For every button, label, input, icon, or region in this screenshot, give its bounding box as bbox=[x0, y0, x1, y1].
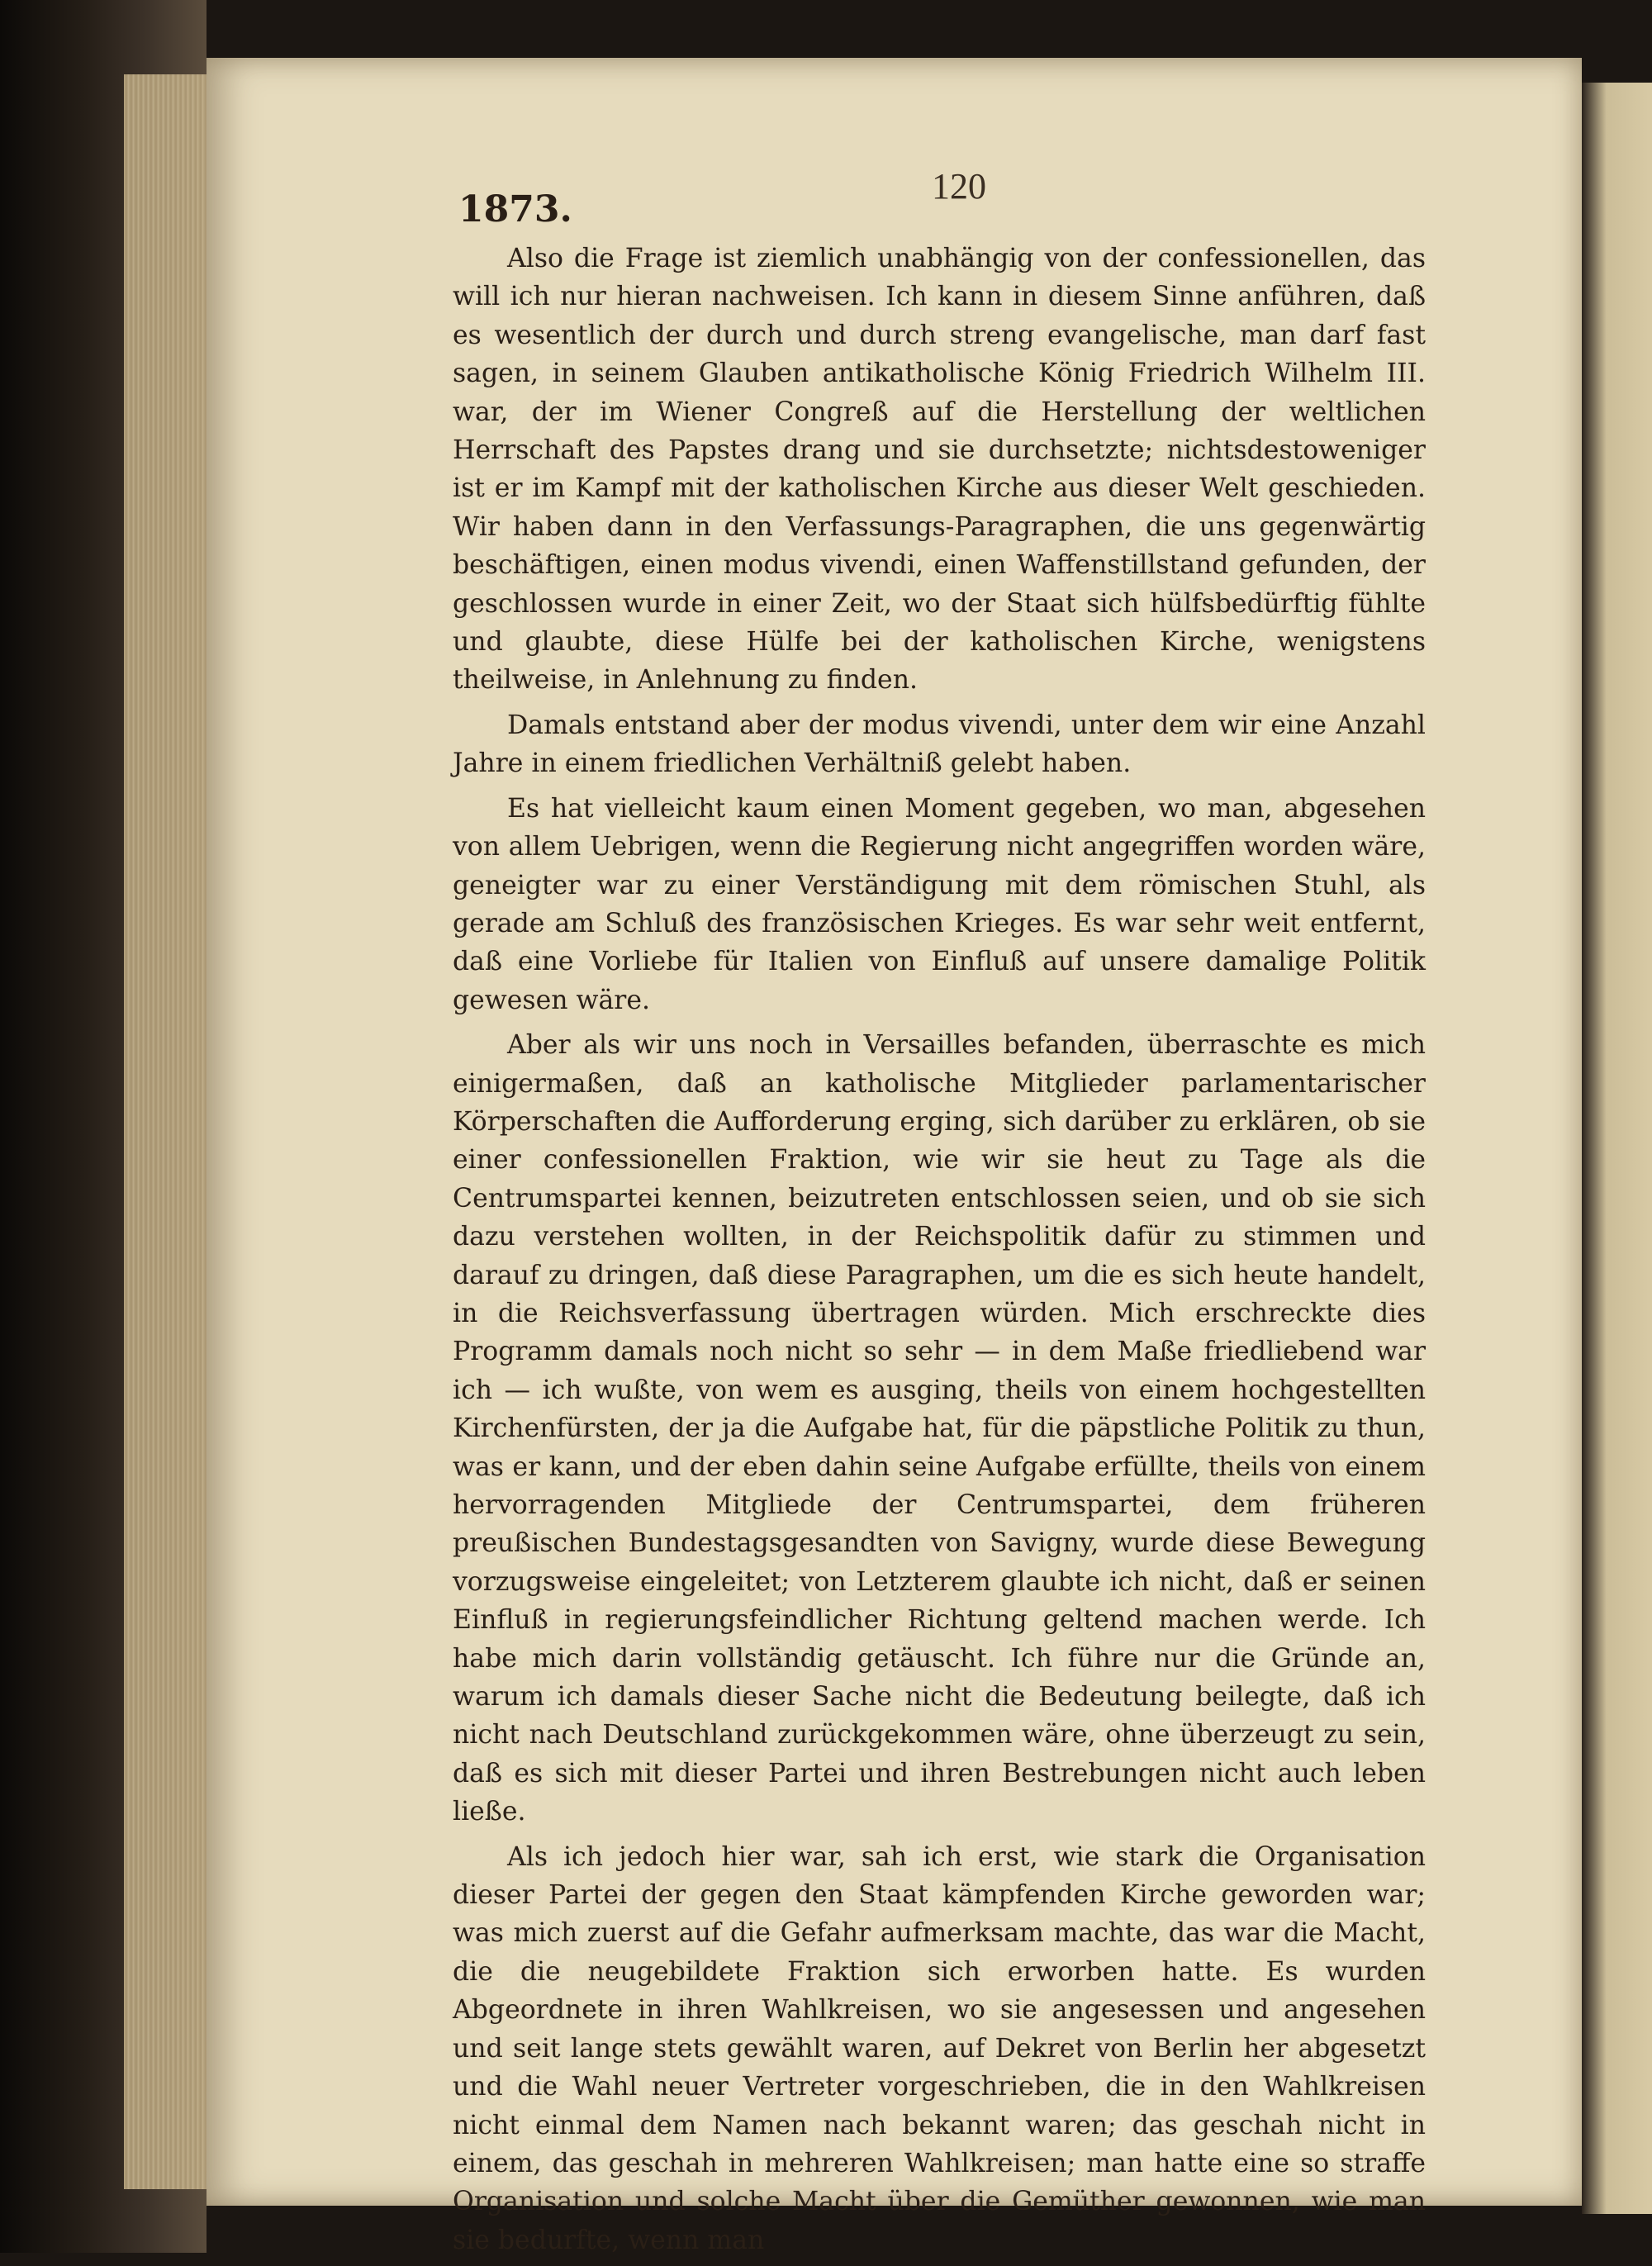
paragraph: Als ich jedoch hier war, sah ich erst, wie stark die Organisation dieser Partei der gegen den Staat kämpfenden Kirche geworden war; was mich zuerst auf die Gefahr aufmerksam machte, das war die Macht, die die neugebildete Fraktion sich erworben hatte. Es wurden Abgeordnete in ihren Wahlkreisen, wo sie angesessen und angesehen und seit lange stets gewählt waren, auf Dekret von Berlin her abgesetzt und die Wahl neuer Vertreter vorgeschrieben, die in den Wahlkreisen nicht einmal dem Namen nach bekannt waren; das geschah nicht in einem, das geschah in mehreren Wahlkreisen; man hatte eine so straffe Organisation und solche Macht über die Gemüther gewonnen, wie man sie bedurfte, wenn man bbox=[453, 1841, 1426, 2255]
paragraph: Also die Frage ist ziemlich unabhängig von der confessionellen, das will ich nur hieran nachweisen. Ich kann in diesem Sinne anführen, daß es wesentlich der durch und durch streng evangelische, man darf fast sagen, in seinem Glauben antikatholische König Friedrich Wilhelm III. war, der im Wiener Congreß auf die Herstellung der weltlichen Herrschaft des Papstes drang und sie durchsetzte; nichtsdestoweniger ist er im Kampf mit der katholischen Kirche aus dieser Welt geschieden. Wir haben dann in den Verfassungs-Paragraphen, die uns gegenwärtig beschäftigen, einen modus vivendi, einen Waffenstillstand gefunden, der geschlossen wurde in einer Zeit, wo der Staat sich hülfsbedürftig fühlte und glaubte, diese Hülfe bei der katholischen Kirche, wenigstens theilweise, in Anlehnung zu finden. bbox=[453, 244, 1426, 696]
paragraph: Es hat vielleicht kaum einen Moment gegeben, wo man, abgesehen von allem Uebrigen, wenn die Regierung nicht angegriffen worden wäre, geneigter war zu einer Verständigung mit dem römischen Stuhl, als gerade am Schluß des französischen Krieges. Es war sehr weit entfernt, daß eine Vorliebe für Italien von Einfluß auf unsere damalige Politik gewesen wäre. bbox=[453, 793, 1426, 1015]
year-heading: 1873. bbox=[458, 188, 572, 230]
paragraph: Aber als wir uns noch in Versailles befanden, überraschte es mich einigermaßen, daß an katholische Mitglieder parlamentarischer Körperschaften die Aufforderung erging, sich darüber zu erklären, ob sie einer confessionellen Fraktion, wie wir sie heut zu Tage als die Centrumspartei kennen, beizutreten entschlossen seien, und ob sie sich dazu verstehen wollten, in der Reichspolitik dafür zu stimmen und darauf zu dringen, daß diese Paragraphen, um die es sich heute handelt, in die Reichsverfassung übertragen würden. Mich erschreckte dies Programm damals noch nicht so sehr — in dem Maße friedliebend war ich — ich wußte, von wem es ausging, theils von einem hochgestellten Kirchenfürsten, der ja die Aufgabe hat, für die päpstliche Politik zu thun, was er kann, und der eben dahin seine Aufgabe erfüllte, theils von einem hervorragenden Mitgliede der Centrumspartei, dem früheren preußischen Bundestagsgesandten von Savigny, wurde diese Bewegung vorzugsweise eingeleitet; von Letzterem glaubte ich nicht, daß er seinen Einfluß in regierungsfeindlicher Richtung geltend machen werde. Ich habe mich darin vollständig getäuscht. Ich führe nur die Gründe an, warum ich damals dieser Sache nicht die Bedeutung beilegte, daß ich nicht nach Deutschland zurückgekommen wäre, ohne überzeugt zu sein, daß es sich mit dieser Partei und ihren Bestrebungen nicht auch leben ließe. bbox=[453, 1030, 1426, 1827]
paragraph: Damals entstand aber der modus vivendi, unter dem wir eine Anzahl Jahre in einem friedlichen Verhältniß gelebt haben. bbox=[453, 710, 1426, 779]
body-text bbox=[453, 240, 1426, 2266]
facing-page-edge bbox=[1582, 83, 1652, 2214]
page-number: 120 bbox=[932, 166, 986, 207]
page-edges bbox=[124, 74, 219, 2189]
